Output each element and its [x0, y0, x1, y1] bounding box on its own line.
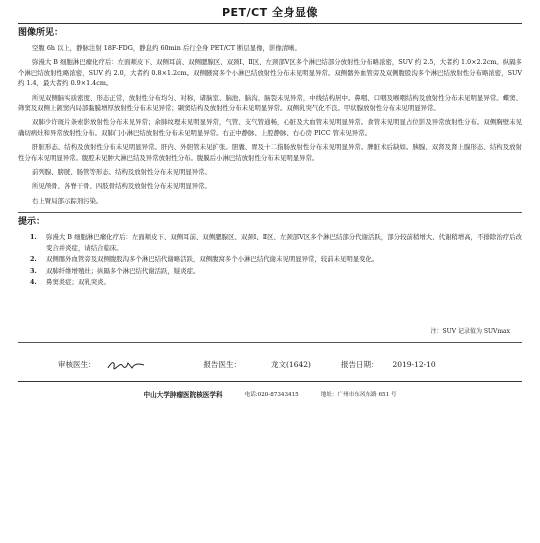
- impression-item-text: 双侧髂外血管旁及双侧腹股沟多个淋巴结代谢略活跃，双侧腹窝多个小淋巴结代谢未见明显异常，较前未见明显变化。: [46, 255, 379, 264]
- findings-paragraph: 所见双侧脑实质密度、形态正常，放射性分布均匀、对称，诸脑室、脑池、脑沟、脑裂未见异常，中线结构居中。鼻咽、口咽及喉咽结构及放射性分布未见明显异常。蝶窦、筛窦及双侧上颌窦内局部黏膜增厚放射性分布未见异常；颞窦结构及放射性分布未见明显异常。双侧乳突气化不良。甲状腺放射性分布未见明显异常。: [18, 93, 522, 113]
- impression-item: [30, 266, 522, 276]
- findings-heading: 图像所见：: [18, 28, 64, 38]
- hospital-address: 地址：广州市东风东路 651 号: [320, 392, 397, 399]
- date-label: 报告日期：: [340, 360, 379, 370]
- reporter-label: 报告医生：: [203, 360, 241, 370]
- title-divider: [18, 23, 522, 24]
- findings-paragraph: 右上臂局部示踪剂污染。: [32, 196, 103, 205]
- findings-paragraph: 肝脏形态、结构及放射性分布未见明显异常。肝内、外胆管未见扩张。胆囊、胃及十二指肠放射性分布未见明显异常。脾脏术后缺如。胰腺、双肾及肾上腺形态、结构及放射性分布未见明显异常。腹腔未见肿大淋巴结及异常放射性分布。腹膜后小淋巴结放射性分布未见明显异常。: [18, 143, 522, 162]
- footer-divider: [18, 381, 522, 382]
- findings-paragraph: 弥漫大 B 细胞淋巴瘤化疗后：左面颊皮下、双侧耳前、双侧腮腺区、双颈Ⅰ、Ⅱ区、左颈部Ⅴ区多个淋巴结部分放射性分布略浓密，SUV 约 2.5，大者约 1.0×2.2cm。纵隔多个淋巴结放射性略浓密，SUV 约 2.0，大者约 0.8×1.2cm。双侧腋窝多个小淋巴结放射性分布未见明显异常。双侧髂外血管旁及双侧腹股沟多个淋巴结放射性分布略浓密，SUV 约 1.4，最大者约 0.9×1.4cm。: [18, 58, 522, 88]
- signature-divider: [18, 342, 522, 343]
- footer: [18, 388, 522, 400]
- signature-row: [18, 359, 522, 371]
- impression-item-text: 鼻窦炎症；双乳突炎。: [46, 277, 110, 286]
- report-date: 2019-12-10: [392, 360, 436, 370]
- findings-paragraph: 所见颅骨、各脊干骨、四肢骨结构及放射性分布未见明显异常。: [32, 182, 211, 191]
- suv-footnote: 注：SUV 记录值为 SUVmax: [430, 328, 510, 336]
- impression-item: [30, 277, 522, 287]
- impression-item-text: 弥漫大 B 细胞淋巴瘤化疗后：左面颊皮下、双侧耳前、双侧腮腺区、双颈Ⅰ、Ⅱ区、左颈部Ⅴ区多个淋巴结部分代谢活跃，部分较前稍增大、代谢稍增高，不排除治疗后改变合并炎症，请结合临床。: [46, 233, 522, 252]
- impression-item-number: 1.: [30, 233, 37, 242]
- findings-body: [18, 43, 522, 206]
- impression-list: [18, 232, 522, 287]
- section-divider: [18, 212, 522, 213]
- findings-paragraph: 前列腺、膀胱、肠管等形态、结构及放射性分布未见明显异常。: [32, 168, 211, 177]
- report-title: PET/CT 全身显像: [221, 6, 318, 19]
- reviewer-label: 审核医生：: [58, 360, 96, 370]
- reviewer-signature: [106, 359, 146, 371]
- hospital-phone: 电话:020-87343415: [244, 392, 299, 399]
- findings-paragraph: 空腹 6h 以上，静脉注射 18F-FDG，静息约 60min 后行全身 PET/CT 断层显像，影像清晰。: [32, 44, 301, 52]
- impression-item-number: 3.: [30, 266, 37, 275]
- findings-paragraph: 双肺少许斑片条索影放射性分布未见异常；余肺纹理未见明显异常，气管、支气管通畅，心脏及大血管未见明显异常。食管未见明显占位影及异常放射性分布。双侧胸壁未见确切病灶和异常放射性分布。双肺门小淋巴结放射性分布未见明显异常。右正中静脉、上腔静脉、右心房 PICC 管未见异常。: [18, 118, 522, 137]
- impression-item-text: 双肺纤维增殖灶；纵隔多个淋巴结代谢活跃，疑炎症。: [46, 266, 200, 275]
- impression-item-number: 2.: [30, 255, 37, 264]
- impression-item: [30, 254, 522, 264]
- impression-heading: 提示：: [18, 217, 46, 228]
- hospital-name: 中山大学肿瘤医院核医学科: [143, 391, 223, 400]
- impression-item: [30, 232, 522, 253]
- impression-item-number: 4.: [30, 277, 37, 286]
- reporter-name: 龙文(1642): [271, 360, 311, 370]
